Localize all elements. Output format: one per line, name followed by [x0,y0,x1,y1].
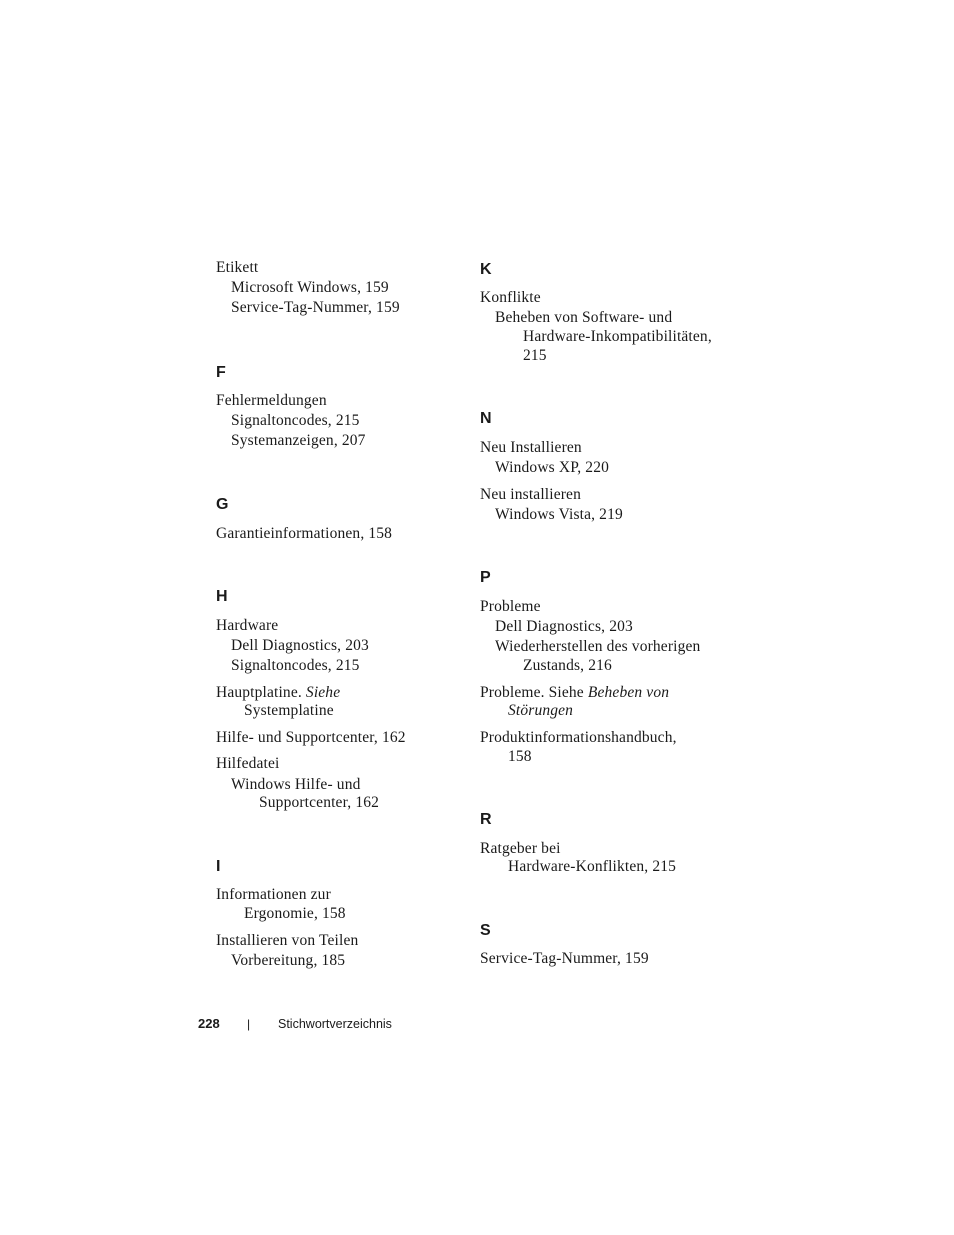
index-continuation: Hardware-Konflikten, 215 [508,858,677,875]
see-reference: Störungen [508,702,574,719]
index-entry-hilfe-supportcenter: Hilfe- und Supportcenter, 162 [216,729,406,746]
footer-section-title: Stichwortverzeichnis [278,1017,392,1031]
see-reference: Beheben von [587,684,670,701]
index-subentry: Vorbereitung, 185 [231,952,346,969]
index-entry-neu-installieren: Neu Installieren [480,439,582,456]
entry-text: Hauptplatine. [216,684,306,701]
index-letter-heading: N [480,410,492,427]
index-continuation: 158 [508,748,532,765]
entry-text: Probleme. Siehe [480,684,588,701]
index-entry-service-tag: Service-Tag-Nummer, 159 [480,950,649,967]
index-entry-neu-installieren: Neu installieren [480,486,581,503]
index-subentry: Windows Hilfe- und [231,776,361,793]
index-continuation: Ergonomie, 158 [244,905,346,922]
index-entry-probleme-siehe [480,684,669,702]
index-entry-hauptplatine [216,684,340,702]
index-subentry: Dell Diagnostics, 203 [495,618,633,635]
index-continuation: Hardware-Inkompatibilitäten, [523,328,712,345]
index-letter-heading: P [480,569,491,586]
index-subentry: Windows Vista, 219 [495,506,623,523]
index-subentry: Signaltoncodes, 215 [231,657,360,674]
index-continuation [508,702,573,720]
index-subentry: Beheben von Software- und [495,309,673,326]
index-letter-heading: F [216,364,226,381]
index-subentry: Dell Diagnostics, 203 [231,637,369,654]
index-entry-garantieinformationen: Garantieinformationen, 158 [216,525,393,542]
index-letter-heading: I [216,858,221,875]
index-letter-heading: G [216,496,229,513]
index-continuation: Systemplatine [244,702,334,719]
index-letter-heading: S [480,922,491,939]
index-continuation: Zustands, 216 [523,657,612,674]
index-subentry: Wiederherstellen des vorherigen [495,638,701,655]
index-entry-hardware: Hardware [216,617,279,634]
index-entry-produktinformationshandbuch: Produktinformationshandbuch, [480,729,677,746]
index-letter-heading: H [216,588,228,605]
see-reference: Siehe [305,684,341,701]
index-subentry: Signaltoncodes, 215 [231,412,360,429]
index-subentry: Systemanzeigen, 207 [231,432,366,449]
index-letter-heading: K [480,261,492,278]
footer-separator: | [247,1017,251,1031]
index-entry-ratgeber: Ratgeber bei [480,840,561,857]
index-entry-konflikte: Konflikte [480,289,541,306]
page-number: 228 [198,1016,220,1031]
index-entry-etikett: Etikett [216,259,259,276]
index-entry-installieren: Installieren von Teilen [216,932,359,949]
index-entry-informationen: Informationen zur [216,886,331,903]
index-entry-probleme: Probleme [480,598,541,615]
index-entry-hilfedatei: Hilfedatei [216,755,280,772]
index-continuation: Supportcenter, 162 [259,794,380,811]
index-subentry: Service-Tag-Nummer, 159 [231,299,400,316]
index-letter-heading: R [480,811,492,828]
index-entry-fehlermeldungen: Fehlermeldungen [216,392,327,409]
index-subentry: Microsoft Windows, 159 [231,279,389,296]
index-continuation: 215 [523,347,547,364]
index-subentry: Windows XP, 220 [495,459,610,476]
